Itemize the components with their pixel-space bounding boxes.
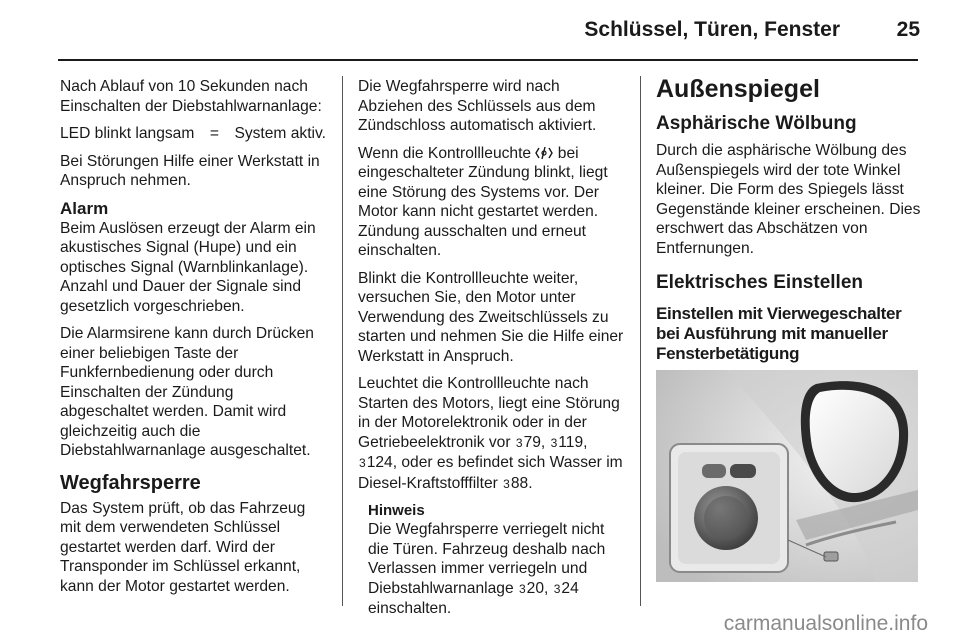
watermark: carmanualsonline.info <box>723 612 928 635</box>
subsubheading: Einstellen mit Vierwegeschalter bei Ausführung mit manueller Fensterbetätigung <box>656 304 902 363</box>
page-reference-link[interactable]: 79, <box>523 433 546 451</box>
heading-wegfahrsperre: Wegfahrsperre <box>60 471 201 494</box>
paragraph: Bei Störungen Hilfe einer Werkstatt in Anspruch nehmen. <box>60 152 320 189</box>
subheading: Asphärische Wölbung <box>656 113 857 134</box>
chapter-title: Schlüssel, Türen, Fenster <box>584 18 840 41</box>
immobilizer-warning-icon <box>535 146 553 160</box>
paragraph: Wenn die Kontrollleuchte bei eingeschalteter Zündung blinkt, liegt eine Störung des Systems vor. Der Motor kann nicht gestartet werden. Zündung ausschalten und erneut einschalten. <box>358 144 608 259</box>
paragraph: Beim Auslösen erzeugt der Alarm ein akustisches Signal (Hupe) und ein optisches Signal (Warnblinkanlage). Anzahl und Dauer der Signale sind gesetzlich vorgeschrieben. <box>60 219 316 315</box>
page-reference-icon: 3 <box>550 435 558 450</box>
paragraph: Die Wegfahrsperre wird nach Abziehen des Schlüssels aus dem Zündschloss automatisch aktiviert. <box>358 78 597 134</box>
column-left <box>60 77 326 604</box>
paragraph: Leuchtet die Kontrollleuchte nach Starten des Motors, liegt eine Störung in der Motorelektronik oder in der Getriebeelektronik vor 379, 3119, 3124, oder es befindet sich Wasser im Diesel-Kraftstofffilter 388. <box>358 375 623 492</box>
paragraph: Das System prüft, ob das Fahrzeug mit dem verwendeten Schlüssel gestartet werden darf. Wird der Transponder im Schlüssel erkannt, kann der Motor gestartet werden. <box>60 499 306 595</box>
section-heading: Außenspiegel <box>656 75 820 103</box>
page-header <box>0 0 960 56</box>
column-divider <box>342 76 343 606</box>
page-reference-link[interactable]: 24 einschalten. <box>368 579 579 617</box>
column-right <box>656 77 922 364</box>
paragraph: Blinkt die Kontrollleuchte weiter, versuchen Sie, den Motor unter Verwendung des Zweitschlüssels zu starten und nehmen Sie die Hilfe einer Werkstatt in Anspruch. <box>358 269 624 365</box>
note-box <box>358 502 624 619</box>
note-text: Die Wegfahrsperre verriegelt nicht die Türen. Fahrzeug deshalb nach Verlassen immer verriegeln und Diebstahlwarnanlage 320, 324 einschalten. <box>368 521 606 617</box>
heading-alarm: Alarm <box>60 198 109 218</box>
page-number: 25 <box>896 18 920 41</box>
paragraph: Durch die asphärische Wölbung des Außenspiegels wird der tote Winkel kleiner. Die Form des Spiegels lässt Gegenstände kleiner erscheinen. Dies erschwert das Abschätzen von Entfernungen. <box>656 142 921 257</box>
page-reference-link[interactable]: 119, <box>558 433 588 451</box>
page-reference-icon: 3 <box>515 435 523 450</box>
column-middle <box>358 77 624 619</box>
led-status-label: LED blinkt langsam <box>60 125 195 142</box>
page-reference-link[interactable]: 124, oder es befindet sich Wasser im Diesel-Kraftstofffilter <box>358 454 623 492</box>
page-reference-icon: 3 <box>518 581 526 596</box>
mirror-switch-photo <box>656 370 918 582</box>
column-divider <box>640 76 641 606</box>
page-reference-icon: 3 <box>553 581 561 596</box>
page-reference-link[interactable]: 20, <box>526 579 549 597</box>
paragraph: Die Alarmsirene kann durch Drücken einer beliebigen Taste der Funkfernbedienung oder durch Einschalten der Zündung abgeschaltet werden. Damit wird gleichzeitig auch die Diebstahlwarnanlage ausgeschaltet. <box>60 325 314 459</box>
note-title: Hinweis <box>368 502 425 519</box>
header-rule <box>58 59 918 61</box>
page-reference-link[interactable]: 88. <box>510 474 533 492</box>
page-reference-icon: 3 <box>503 476 510 491</box>
led-status-equals: = <box>209 125 219 142</box>
led-status-value: System aktiv. <box>234 125 326 142</box>
paragraph: Nach Ablauf von 10 Sekunden nach Einschalten der Diebstahlwarnanlage: <box>60 78 322 115</box>
page-reference-icon: 3 <box>359 456 366 470</box>
subheading: Elektrisches Einstellen <box>656 272 863 293</box>
led-status-row <box>60 124 326 144</box>
